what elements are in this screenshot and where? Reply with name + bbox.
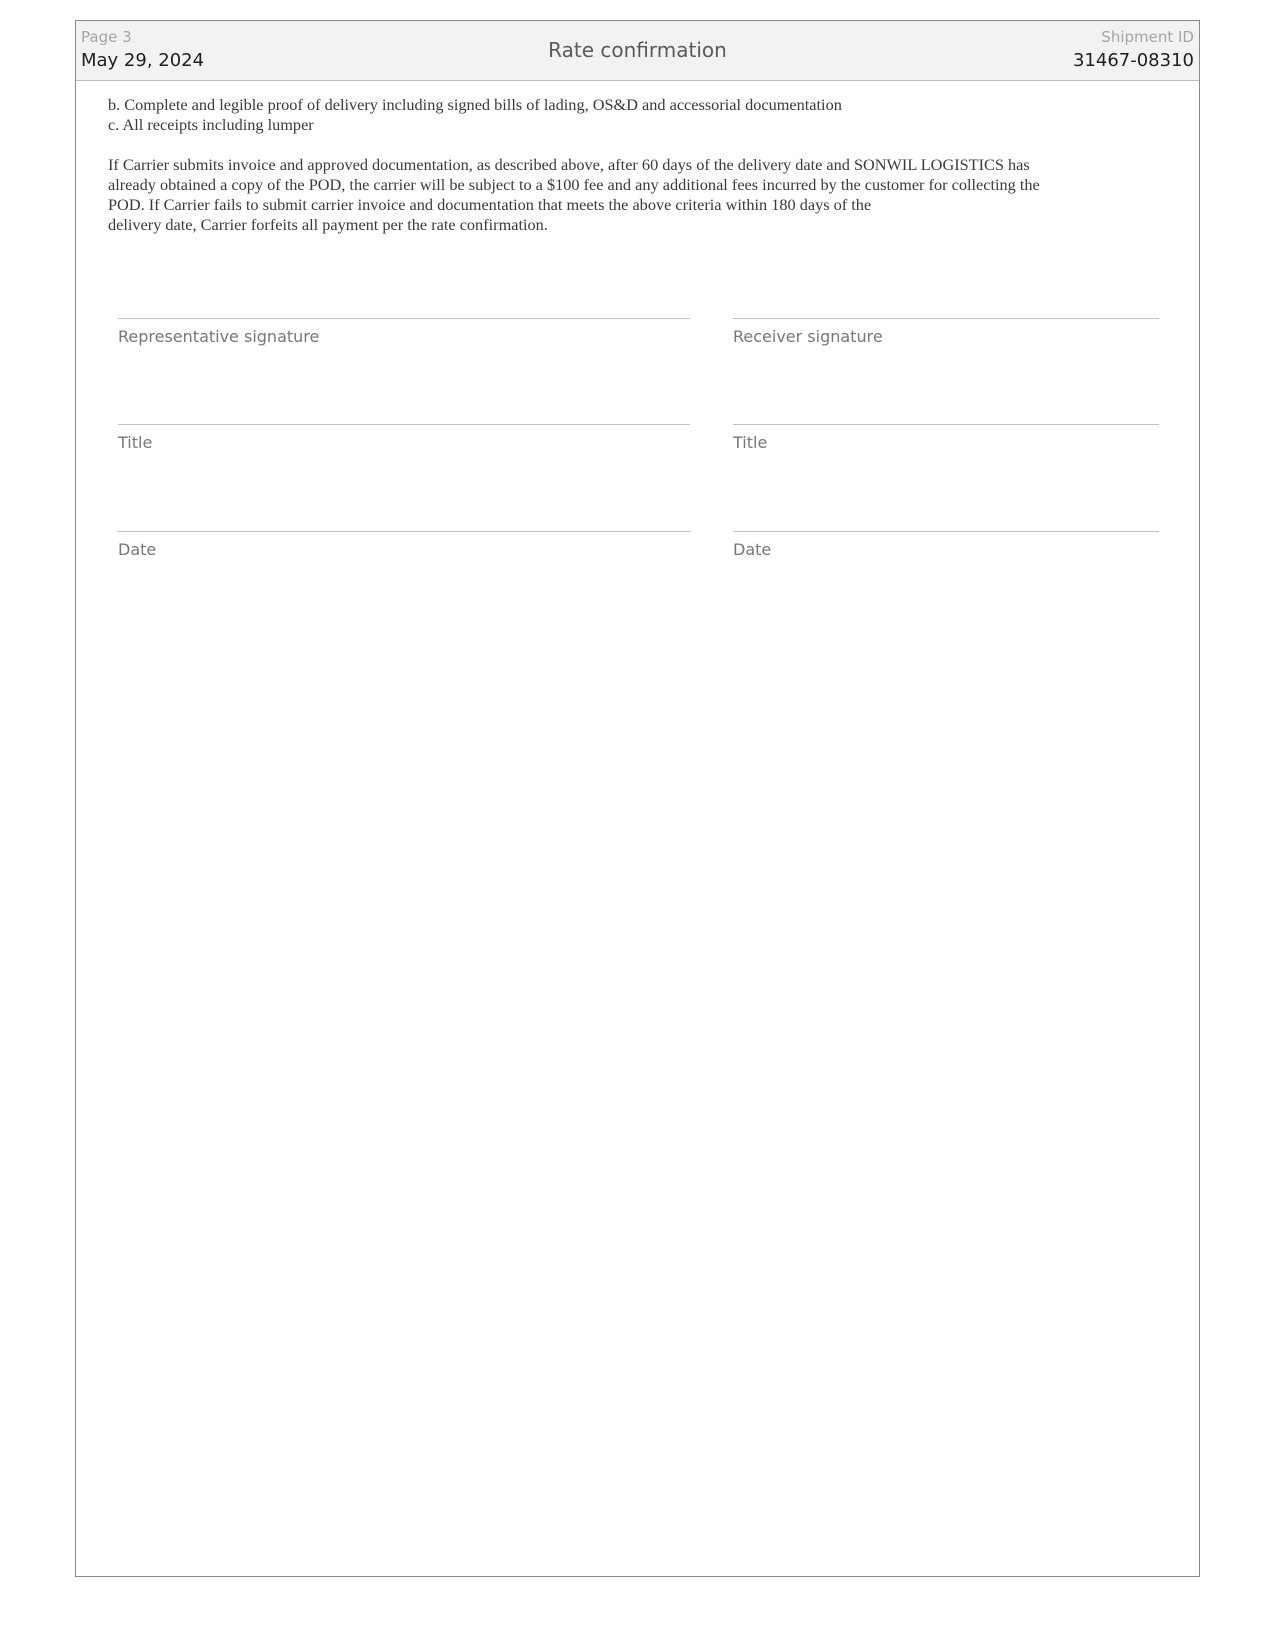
- page-title: Rate confirmation: [548, 38, 727, 62]
- representative-signature-label: Representative signature: [118, 327, 320, 346]
- shipment-id-value: 31467-08310: [1072, 50, 1194, 71]
- header-right-block: [1073, 27, 1194, 74]
- representative-signature-field[interactable]: [118, 318, 690, 358]
- page-header: [76, 21, 1199, 81]
- list-item-c: c. All receipts including lumper: [108, 115, 314, 134]
- page-number: Page 3: [81, 28, 132, 46]
- signature-line: [733, 424, 1159, 425]
- shipment-id-label: Shipment ID: [1101, 28, 1194, 46]
- representative-title-field[interactable]: [118, 424, 690, 464]
- signature-line: [118, 424, 690, 425]
- paragraph-spacer: [108, 135, 1178, 155]
- representative-date-label: Date: [118, 540, 157, 559]
- signature-line: [733, 318, 1159, 319]
- list-item-b: b. Complete and legible proof of delivery including signed bills of lading, OS&D and accessorial documentation: [108, 95, 842, 114]
- paragraph-line: already obtained a copy of the POD, the carrier will be subject to a $100 fee and any additional fees incurred by the customer for collecting the: [108, 175, 1040, 194]
- paragraph-line: POD. If Carrier fails to submit carrier invoice and documentation that meets the above criteria within 180 days of the: [108, 195, 872, 214]
- signature-line: [733, 531, 1159, 532]
- receiver-signature-field[interactable]: [733, 318, 1159, 358]
- late-invoice-paragraph: [108, 155, 1178, 235]
- paragraph-line: If Carrier submits invoice and approved documentation, as described above, after 60 days of the delivery date and SONWIL LOGISTICS has: [108, 155, 1030, 174]
- document-date: May 29, 2024: [81, 50, 205, 71]
- receiver-title-label: Title: [733, 433, 768, 452]
- receiver-date-field[interactable]: [733, 531, 1159, 571]
- receiver-signature-label: Receiver signature: [733, 327, 883, 346]
- representative-title-label: Title: [118, 433, 153, 452]
- signature-line: [118, 531, 690, 532]
- signature-line: [118, 318, 690, 319]
- receiver-title-field[interactable]: [733, 424, 1159, 464]
- paragraph-line: delivery date, Carrier forfeits all payment per the rate confirmation.: [108, 215, 548, 234]
- receiver-date-label: Date: [733, 540, 772, 559]
- representative-date-field[interactable]: [118, 531, 690, 571]
- document-page: [75, 20, 1200, 1577]
- terms-text: [108, 95, 1178, 235]
